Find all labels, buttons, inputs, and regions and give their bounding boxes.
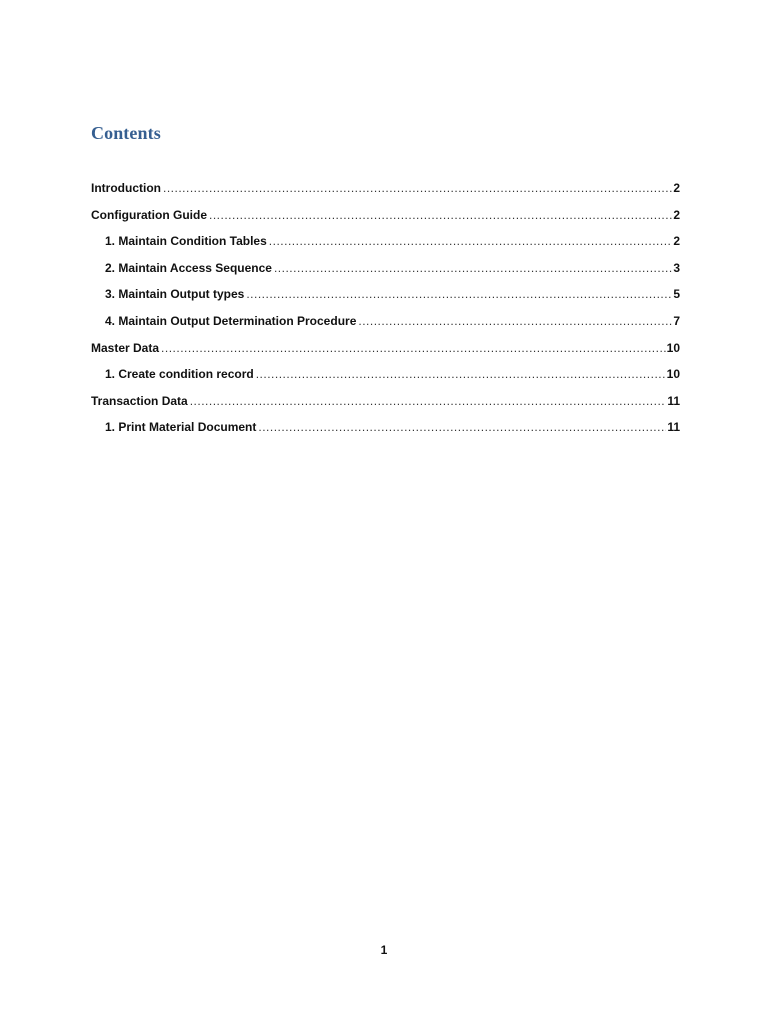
- dot-leader: [269, 234, 673, 248]
- toc-entry-page: 7: [673, 313, 680, 328]
- toc-entry-title: 4. Maintain Output Determination Procedure: [105, 313, 357, 328]
- toc-entry-print-material-document[interactable]: [91, 420, 680, 447]
- dot-leader: [274, 261, 672, 275]
- toc-heading: Contents: [91, 123, 161, 143]
- dot-leader: [246, 287, 672, 301]
- toc-entry-page: 2: [673, 181, 680, 195]
- toc-entry-configuration-guide[interactable]: [91, 208, 680, 235]
- dot-leader: [161, 341, 666, 355]
- toc-entry-transaction-data[interactable]: [91, 394, 680, 421]
- toc-entry-title: 1. Maintain Condition Tables: [105, 234, 267, 249]
- toc-entry-page: 11: [667, 393, 680, 408]
- toc-entry-title: 1. Print Material Document: [105, 420, 257, 435]
- toc-entry-maintain-access-sequence[interactable]: [91, 261, 680, 288]
- dot-leader: [209, 208, 672, 222]
- table-of-contents: [91, 181, 680, 447]
- toc-entry-title: Transaction Data: [91, 393, 188, 408]
- toc-entry-page: 10: [666, 340, 680, 355]
- toc-entry-page: 10: [666, 367, 680, 382]
- toc-entry-title: 3. Maintain Output types: [105, 287, 245, 302]
- toc-entry-page: 2: [673, 207, 680, 222]
- toc-entry-title: Master Data: [91, 340, 160, 355]
- toc-entry-title: Introduction: [91, 181, 161, 195]
- toc-entry-title: Configuration Guide: [91, 207, 207, 222]
- toc-entry-page: 2: [673, 234, 680, 249]
- toc-entry-page: 3: [673, 260, 680, 275]
- dot-leader: [358, 314, 672, 328]
- toc-entry-introduction[interactable]: [91, 181, 680, 208]
- toc-entry-page: 11: [667, 420, 680, 435]
- toc-entry-page: 5: [673, 287, 680, 302]
- toc-entry-master-data[interactable]: [91, 341, 680, 368]
- dot-leader: [258, 420, 666, 434]
- dot-leader: [256, 367, 666, 381]
- toc-entry-maintain-output-determination-procedure[interactable]: [91, 314, 680, 341]
- dot-leader: [163, 181, 672, 195]
- toc-entry-maintain-condition-tables[interactable]: [91, 234, 680, 261]
- toc-entry-title: 1. Create condition record: [105, 367, 254, 382]
- dot-leader: [190, 394, 667, 408]
- toc-entry-title: 2. Maintain Access Sequence: [105, 260, 272, 275]
- page-number: 1: [380, 943, 388, 957]
- toc-entry-create-condition-record[interactable]: [91, 367, 680, 394]
- toc-entry-maintain-output-types[interactable]: [91, 287, 680, 314]
